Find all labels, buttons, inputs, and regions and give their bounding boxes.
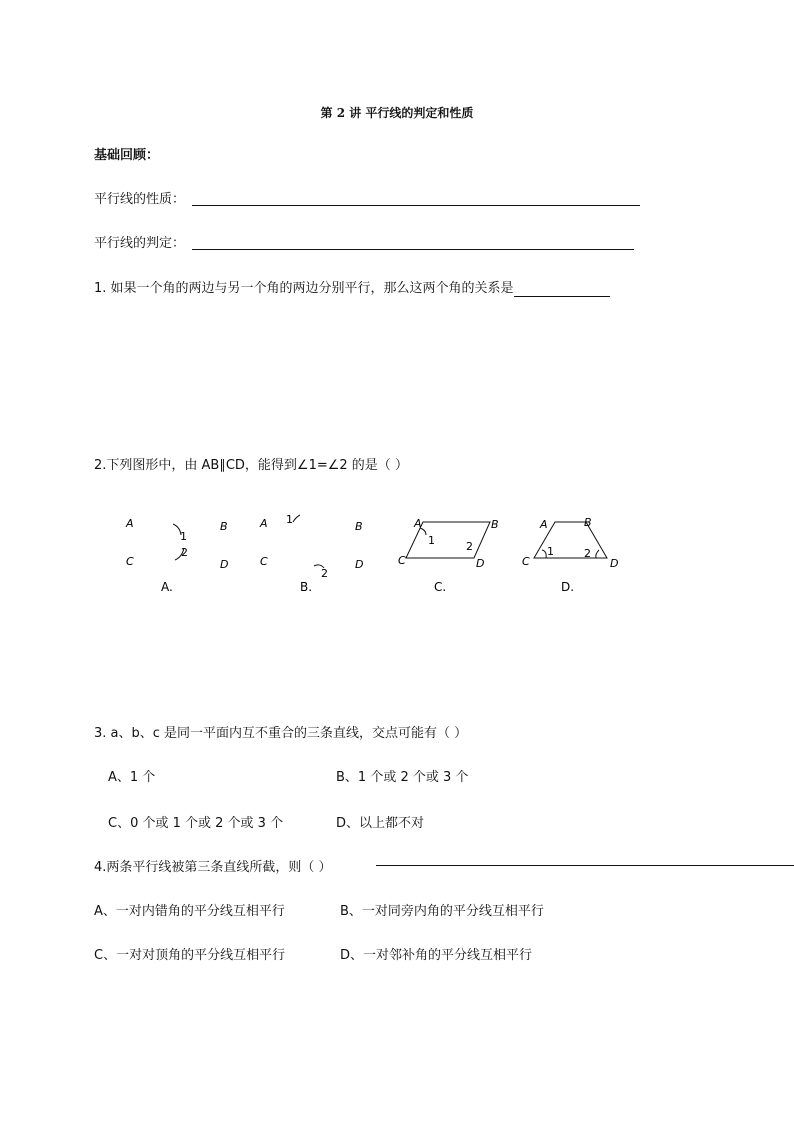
figure-d-label-c: C [522,555,530,568]
figure-a-label-2: 2 [181,546,188,559]
question-2-figures [110,505,650,605]
question-3-option-d: D、以上都不对 [336,816,425,831]
figure-c-label-d: D [476,557,485,570]
figure-d-angle-2-arc [596,550,599,558]
figure-d-label-1: 1 [547,545,554,558]
figure-b-label-a: A [260,517,268,530]
figure-d-label-a: A [540,518,548,531]
question-1-text: 1. 如果一个角的两边与另一个角的两边分别平行，那么这两个角的关系是 [94,281,514,296]
figure-a-label-d: D [220,558,229,571]
figure-b-caption: B. [300,580,313,594]
page-title: 第 2 讲 平行线的判定和性质 [320,106,474,120]
property-label: 平行线的性质： [94,192,186,207]
question-4-option-b: B、一对同旁内角的平分线互相平行 [340,904,544,919]
property-answer-line [192,205,640,206]
question-4-option-a: A、一对内错角的平分线互相平行 [94,904,285,919]
figure-d [522,516,618,594]
question-2-text: 2.下列图形中，由 AB∥CD，能得到∠1=∠2 的是（ ） [94,458,408,473]
question-4-text: 4.两条平行线被第三条直线所截，则（ ） [94,860,332,875]
figure-b-label-b: B [355,520,363,533]
figure-d-label-b: B [584,516,592,529]
figure-b-angle-1-arc [293,515,300,522]
figure-d-label-2: 2 [584,547,591,560]
figure-c-label-2: 2 [466,540,473,553]
figure-b-label-c: C [260,555,268,568]
figure-d-angle-1-arc [542,550,546,558]
figure-b [259,513,363,594]
question-4-option-d: D、一对邻补角的平分线互相平行 [340,948,533,963]
question-4-option-c: C、一对对顶角的平分线互相平行 [94,948,286,963]
figure-c-label-1: 1 [428,534,435,547]
figure-d-caption: D. [561,580,575,594]
criterion-answer-line [192,249,634,250]
figure-a-label-b: B [220,520,228,533]
question-3-option-c: C、0 个或 1 个或 2 个或 3 个 [108,816,284,831]
review-heading: 基础回顾： [94,148,160,163]
figure-b-label-d: D [355,558,364,571]
figure-c-caption: C. [434,580,447,594]
figure-b-label-2: 2 [321,567,328,580]
figure-a-label-1: 1 [180,530,187,543]
figure-a-label-c: C [126,555,134,568]
figure-c [398,517,499,594]
question-3-text: 3. a、b、c 是同一平面内互不重合的三条直线，交点可能有（ ） [94,726,468,741]
figure-d-label-d: D [610,557,619,570]
criterion-label: 平行线的判定： [94,236,186,251]
figure-c-label-c: C [398,554,406,567]
question-3-option-b: B、1 个或 2 个或 3 个 [336,770,469,785]
figure-a-label-a: A [126,517,134,530]
figure-a-caption: A. [161,580,173,594]
figure-b-label-1: 1 [286,513,293,526]
figure-c-label-b: B [491,518,499,531]
question-1 [94,281,610,297]
figure-a [125,517,228,594]
figure-c-label-a: A [414,517,422,530]
question-1-blank [514,282,610,297]
question-4-line [376,865,794,866]
question-3-option-a: A、1 个 [108,770,156,785]
